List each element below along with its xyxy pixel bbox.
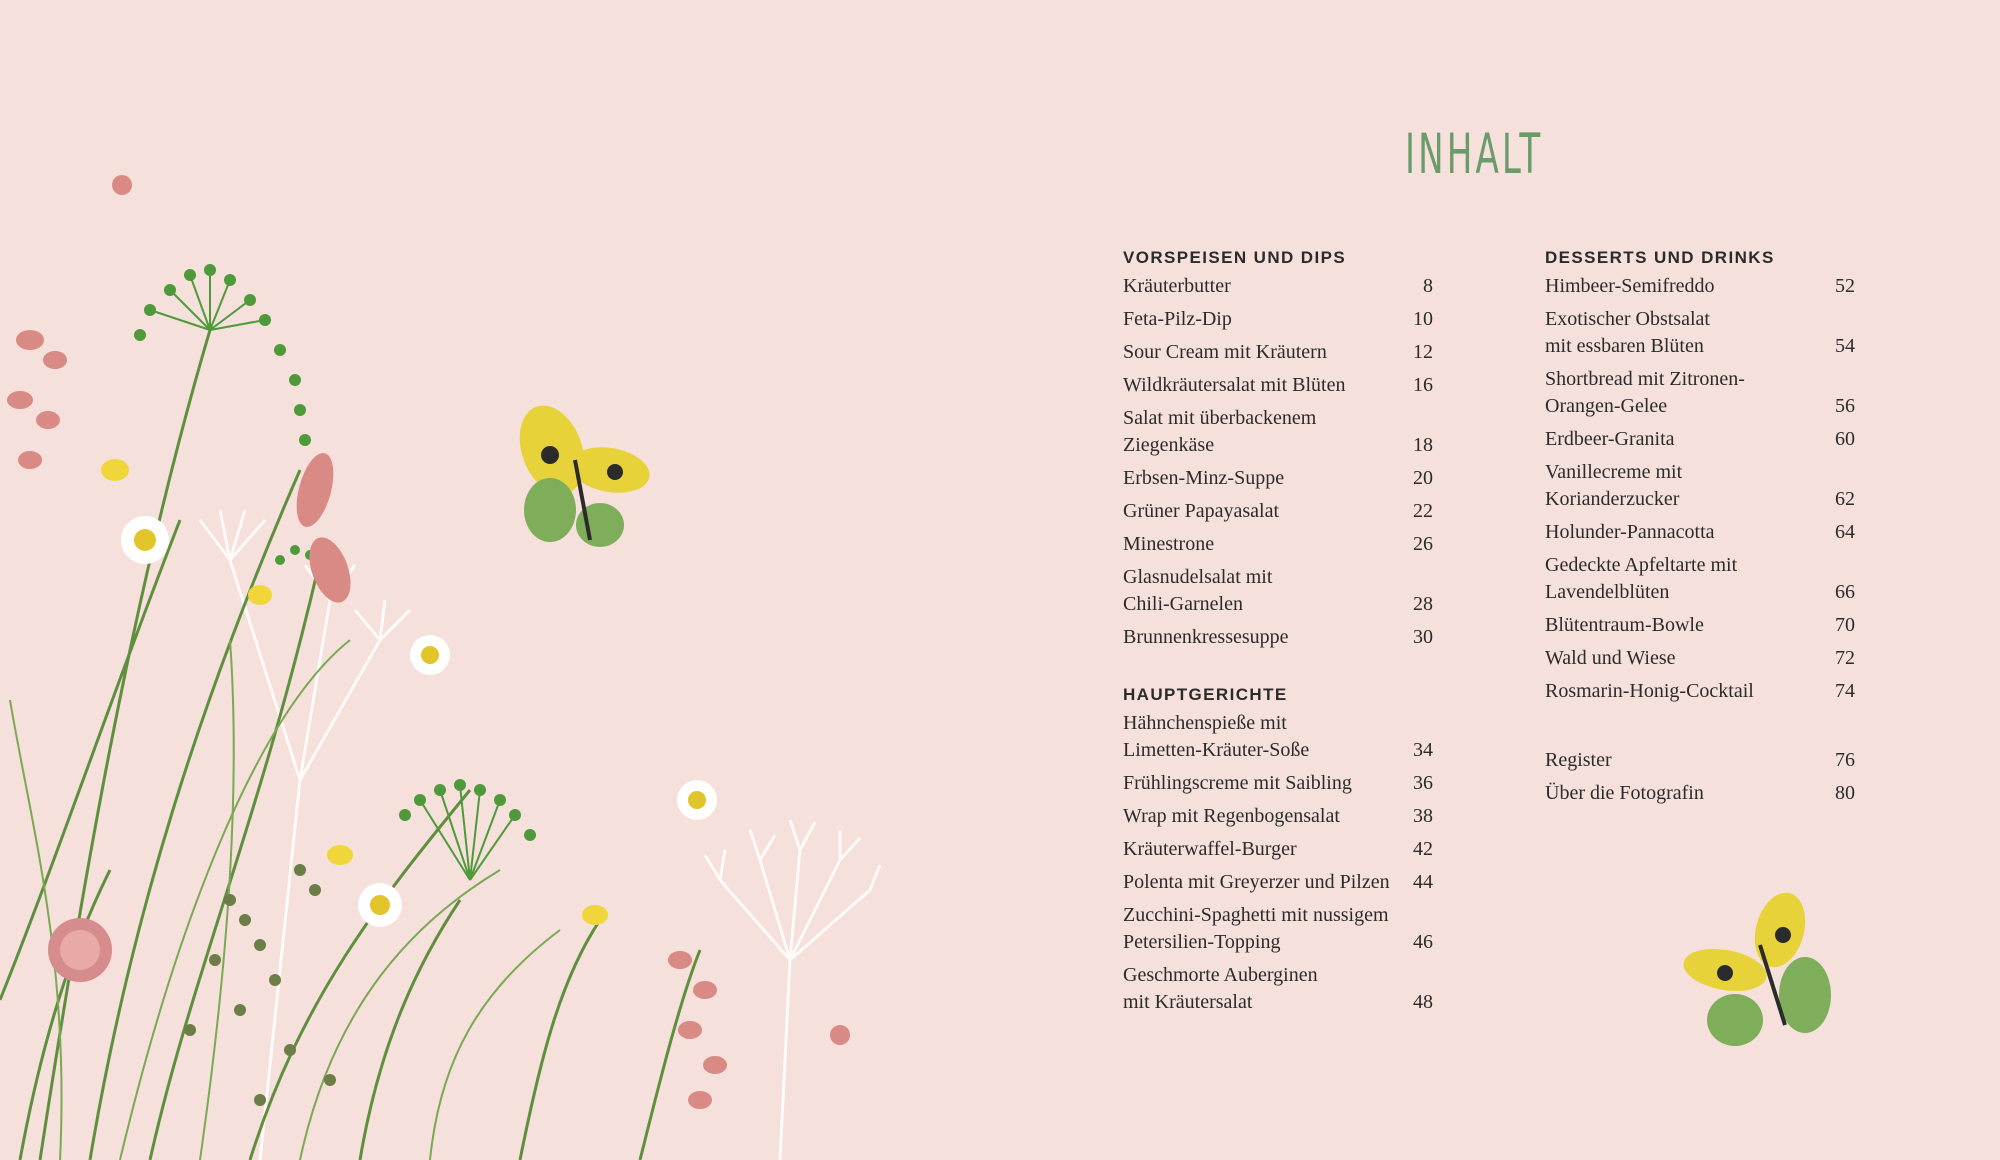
entry-page-number: 12 bbox=[1413, 341, 1433, 363]
toc-column-left bbox=[1123, 246, 1433, 1048]
toc-entry[interactable] bbox=[1545, 678, 1855, 705]
entry-page-number: 18 bbox=[1413, 434, 1433, 456]
toc-entry[interactable] bbox=[1545, 519, 1855, 546]
toc-entry[interactable] bbox=[1545, 747, 1855, 774]
toc-entry[interactable] bbox=[1545, 426, 1855, 453]
entry-title: Wildkräutersalat mit Blüten bbox=[1123, 374, 1346, 396]
entry-title: Gedeckte Apfeltarte mit Lavendelblüten bbox=[1545, 554, 1738, 603]
toc-entry[interactable] bbox=[1123, 710, 1433, 764]
entry-title: Feta-Pilz-Dip bbox=[1123, 308, 1232, 330]
entry-page-number: 76 bbox=[1835, 749, 1855, 771]
toc-entry[interactable] bbox=[1123, 770, 1433, 797]
entry-title: Hähnchenspieße mit Limetten-Kräuter-Soße bbox=[1123, 712, 1310, 761]
toc-entry[interactable] bbox=[1545, 306, 1855, 360]
toc-entry[interactable] bbox=[1123, 564, 1433, 618]
white-umbel-silhouettes bbox=[200, 510, 880, 1160]
entry-page-number: 8 bbox=[1423, 275, 1433, 297]
toc-entry[interactable] bbox=[1545, 780, 1855, 807]
entry-title: Wrap mit Regenbogensalat bbox=[1123, 805, 1340, 827]
entry-page-number: 62 bbox=[1835, 488, 1855, 510]
toc-entry[interactable] bbox=[1123, 339, 1433, 366]
entry-page-number: 80 bbox=[1835, 782, 1855, 804]
entry-page-number: 46 bbox=[1413, 931, 1433, 953]
entry-page-number: 60 bbox=[1835, 428, 1855, 450]
entry-title: Grüner Papayasalat bbox=[1123, 500, 1280, 522]
entry-page-number: 36 bbox=[1413, 772, 1433, 794]
toc-entry[interactable] bbox=[1123, 803, 1433, 830]
entry-title: Polenta mit Greyerzer und Pilzen bbox=[1123, 871, 1390, 893]
entry-page-number: 38 bbox=[1413, 805, 1433, 827]
entry-page-number: 20 bbox=[1413, 467, 1433, 489]
entry-page-number: 30 bbox=[1413, 626, 1433, 648]
toc-section-desserts bbox=[1545, 246, 1855, 705]
entry-title: Sour Cream mit Kräutern bbox=[1123, 341, 1327, 363]
entry-title: Kräuterbutter bbox=[1123, 275, 1231, 297]
toc-entry[interactable] bbox=[1545, 273, 1855, 300]
entry-title: Holunder-Pannacotta bbox=[1545, 521, 1715, 543]
entry-page-number: 16 bbox=[1413, 374, 1433, 396]
entry-title: Vanillecreme mit Korianderzucker bbox=[1545, 461, 1683, 510]
butterfly-illustration bbox=[508, 397, 653, 547]
entry-title: Erbsen-Minz-Suppe bbox=[1123, 467, 1285, 489]
toc-entry[interactable] bbox=[1123, 531, 1433, 558]
entry-title: Glasnudelsalat mit Chili-Garnelen bbox=[1123, 566, 1273, 615]
entry-page-number: 74 bbox=[1835, 680, 1855, 702]
entry-page-number: 26 bbox=[1413, 533, 1433, 555]
entry-page-number: 44 bbox=[1413, 871, 1433, 893]
entry-title: Frühlingscreme mit Saibling bbox=[1123, 772, 1352, 794]
entry-page-number: 72 bbox=[1835, 647, 1855, 669]
toc-entry[interactable] bbox=[1545, 612, 1855, 639]
entry-title: Register bbox=[1545, 749, 1612, 771]
entry-page-number: 70 bbox=[1835, 614, 1855, 636]
toc-entry[interactable] bbox=[1123, 306, 1433, 333]
entry-title: Erdbeer-Granita bbox=[1545, 428, 1675, 450]
toc-entry[interactable] bbox=[1545, 645, 1855, 672]
toc-entry[interactable] bbox=[1123, 962, 1433, 1016]
toc-entry[interactable] bbox=[1123, 869, 1433, 896]
entry-title: Über die Fotografin bbox=[1545, 782, 1704, 804]
toc-entry[interactable] bbox=[1123, 372, 1433, 399]
entry-title: Wald und Wiese bbox=[1545, 647, 1676, 669]
entry-page-number: 64 bbox=[1835, 521, 1855, 543]
toc-entry[interactable] bbox=[1123, 624, 1433, 651]
page-title: INHALT bbox=[1405, 122, 1544, 186]
section-heading: HAUPTGERICHTE bbox=[1123, 685, 1288, 704]
toc-entry[interactable] bbox=[1123, 465, 1433, 492]
toc-section-vorspeisen bbox=[1123, 246, 1433, 651]
toc-entry[interactable] bbox=[1123, 902, 1433, 956]
entry-title: Shortbread mit Zitronen- Orangen-Gelee bbox=[1545, 368, 1745, 417]
toc-entry[interactable] bbox=[1545, 366, 1855, 420]
clover-flower bbox=[48, 918, 112, 982]
entry-title: Himbeer-Semifreddo bbox=[1545, 275, 1715, 297]
toc-column-right bbox=[1545, 246, 1855, 839]
toc-entry[interactable] bbox=[1545, 459, 1855, 513]
entry-title: Blütentraum-Bowle bbox=[1545, 614, 1704, 636]
toc-section-hauptgerichte bbox=[1123, 683, 1433, 1016]
thyme-clusters bbox=[184, 864, 336, 1106]
toc-entry[interactable] bbox=[1545, 552, 1855, 606]
entry-page-number: 48 bbox=[1413, 991, 1433, 1013]
entry-page-number: 66 bbox=[1835, 581, 1855, 603]
toc-entry[interactable] bbox=[1123, 498, 1433, 525]
butterfly-illustration bbox=[1680, 887, 1831, 1046]
entry-page-number: 54 bbox=[1835, 335, 1855, 357]
entry-page-number: 28 bbox=[1413, 593, 1433, 615]
entry-page-number: 34 bbox=[1413, 739, 1433, 761]
toc-entry[interactable] bbox=[1123, 836, 1433, 863]
entry-page-number: 52 bbox=[1835, 275, 1855, 297]
grass-leaves bbox=[10, 640, 560, 1160]
entry-title: Rosmarin-Honig-Cocktail bbox=[1545, 680, 1754, 702]
entry-title: Geschmorte Auberginen mit Kräutersalat bbox=[1123, 964, 1318, 1013]
section-heading: DESSERTS UND DRINKS bbox=[1545, 248, 1775, 267]
entry-title: Zucchini-Spaghetti mit nussigem Petersilien-Topping bbox=[1123, 904, 1389, 953]
entry-title: Salat mit überbackenem Ziegenkäse bbox=[1123, 407, 1317, 456]
entry-title: Exotischer Obstsalat mit essbaren Blüten bbox=[1545, 308, 1710, 357]
entry-page-number: 22 bbox=[1413, 500, 1433, 522]
toc-entry[interactable] bbox=[1123, 405, 1433, 459]
entry-title: Kräuterwaffel-Burger bbox=[1123, 838, 1297, 860]
entry-page-number: 42 bbox=[1413, 838, 1433, 860]
toc-entry[interactable] bbox=[1123, 273, 1433, 300]
entry-title: Minestrone bbox=[1123, 533, 1215, 555]
toc-section-extras bbox=[1545, 747, 1855, 807]
section-heading: VORSPEISEN UND DIPS bbox=[1123, 248, 1347, 267]
entry-title: Brunnenkressesuppe bbox=[1123, 626, 1289, 648]
chamomile-flowers bbox=[101, 459, 717, 927]
entry-page-number: 10 bbox=[1413, 308, 1433, 330]
entry-page-number: 56 bbox=[1835, 395, 1855, 417]
